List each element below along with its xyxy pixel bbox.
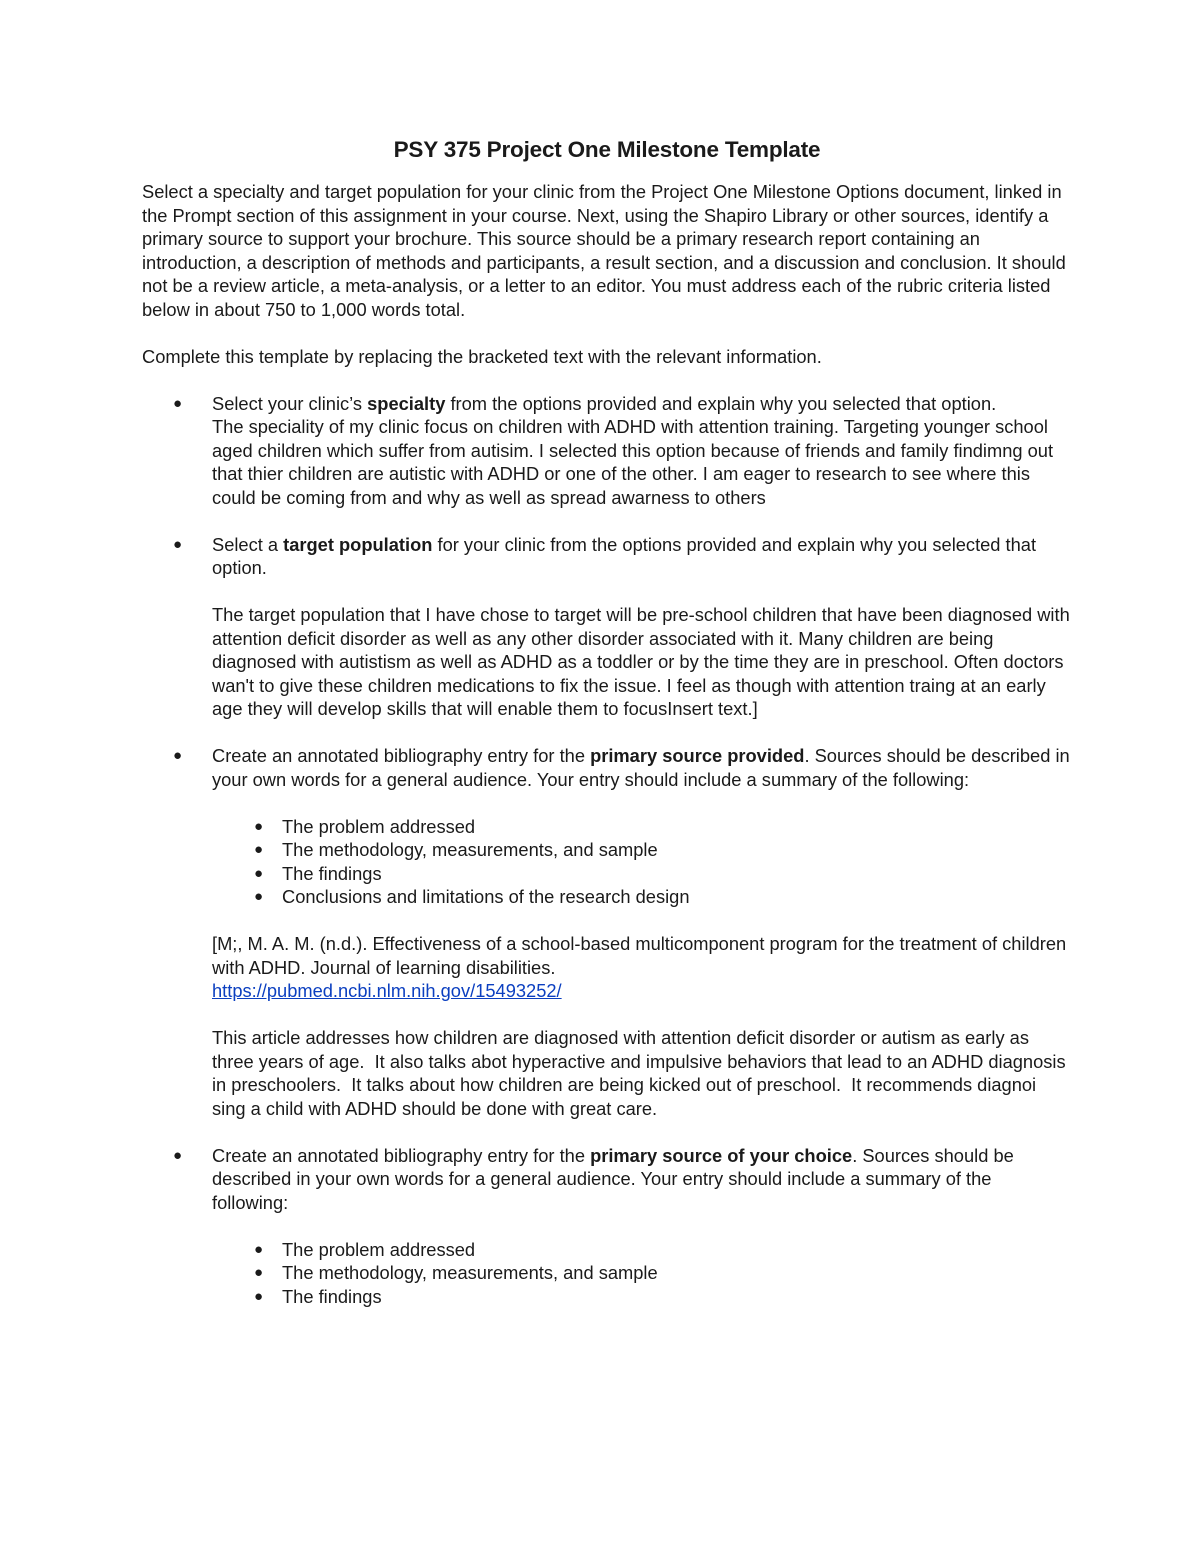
list-item-primary-source-choice — [142, 1144, 1072, 1309]
bullet-icon: ● — [173, 1146, 183, 1164]
target-population-answer: The target population that I have chose to target will be pre-school children that have been diagnosed with attention deficit disorder as well as any other disorder associated with it. Many children are being diagnosed with autistism as well as ADHD as a toddler or by the time they are in preschool. Often doctors wan't to give these children medications to fix the issue. I feel as though with attention traing at an early age they will develop skills that will enable them to focusInsert text.] — [212, 604, 1070, 719]
specialty-prompt: Select your clinic’s specialty from the options provided and explain why you selected that option. — [212, 392, 997, 414]
document-body — [142, 136, 1072, 1308]
sub-list-item: ● Conclusions and limitations of the research design — [254, 886, 690, 907]
page-title: PSY 375 Project One Milestone Template — [393, 137, 821, 162]
bullet-icon: ● — [254, 1264, 264, 1281]
sub-list-item: ● The problem addressed — [254, 815, 476, 837]
bullet-icon: ● — [254, 841, 264, 858]
intro-paragraph: Select a specialty and target population for your clinic from the Project One Milestone Options document, linked in the Prompt section of this assignment in your course. Next, using the Shapiro Library or other sources, identify a primary source to support your brochure. This source should be a primary research report containing an introduction, a description of methods and participants, a result section, and a discussion and conclusion. It should not be a review article, a meta-analysis, or a letter to an editor. You must address each of the rubric criteria listed below in about 750 to 1,000 words total. — [142, 181, 1066, 320]
article-summary: This article addresses how children are diagnosed with attention deficit disorder or autism as early as three years of age. It also talks abot hyperactive and impulsive behaviors that lead to an ADHD diagnosis in preschoolers. It talks about how children are being kicked out of preschool. It recommends diagnoi sing a child with ADHD should be done with great care. — [212, 1027, 1071, 1119]
citation-text: [M;, M. A. M. (n.d.). Effectiveness of a school-based multicomponent program for the treatment of children with ADHD. Journal of learning disabilities. — [212, 933, 1067, 978]
citation-link[interactable]: https://pubmed.ncbi.nlm.nih.gov/15493252/ — [212, 980, 562, 1001]
list-item-primary-source-provided — [142, 744, 1072, 1120]
bullet-icon: ● — [173, 394, 183, 412]
sub-list-item: ● The methodology, measurements, and sample — [254, 839, 658, 860]
bullet-icon: ● — [254, 888, 264, 905]
list-item-target-population — [142, 533, 1072, 721]
bullet-icon: ● — [254, 864, 264, 882]
specialty-answer: The speciality of my clinic focus on children with ADHD with attention training. Targeting younger school aged children which suffer from autisim. I selected this option because of friends and family findimng out that thier children are autistic with ADHD or one of the other. I am eager to research to see where this could be coming from and why as well as spread awarness to others — [212, 416, 1054, 508]
sub-list-item: ● The methodology, measurements, and sample — [254, 1262, 658, 1283]
bullet-icon: ● — [173, 535, 183, 553]
primary-source-choice-prompt: Create an annotated bibliography entry for the primary source of your choice. Sources should be described in your own words for a general audience. Your entry should include a summary of the following: — [212, 1144, 1014, 1213]
target-population-prompt: Select a target population for your clinic from the options provided and explain why you selected that option. — [212, 533, 1037, 578]
bullet-icon: ● — [173, 747, 183, 764]
sub-list-item: ● The problem addressed — [254, 1238, 476, 1260]
sub-list-item: ● The findings — [254, 862, 382, 884]
bullet-icon: ● — [254, 817, 264, 835]
bullet-icon: ● — [254, 1287, 264, 1305]
sub-list-item: ● The findings — [254, 1285, 382, 1307]
bullet-icon: ● — [254, 1240, 264, 1258]
primary-source-provided-prompt: Create an annotated bibliography entry for the primary source provided. Sources should be described in your own words for a general audience. Your entry should include a summary of the following: — [212, 745, 1070, 790]
instructions-paragraph: Complete this template by replacing the bracketed text with the relevant information. — [142, 345, 822, 367]
list-item-specialty — [142, 392, 1072, 510]
